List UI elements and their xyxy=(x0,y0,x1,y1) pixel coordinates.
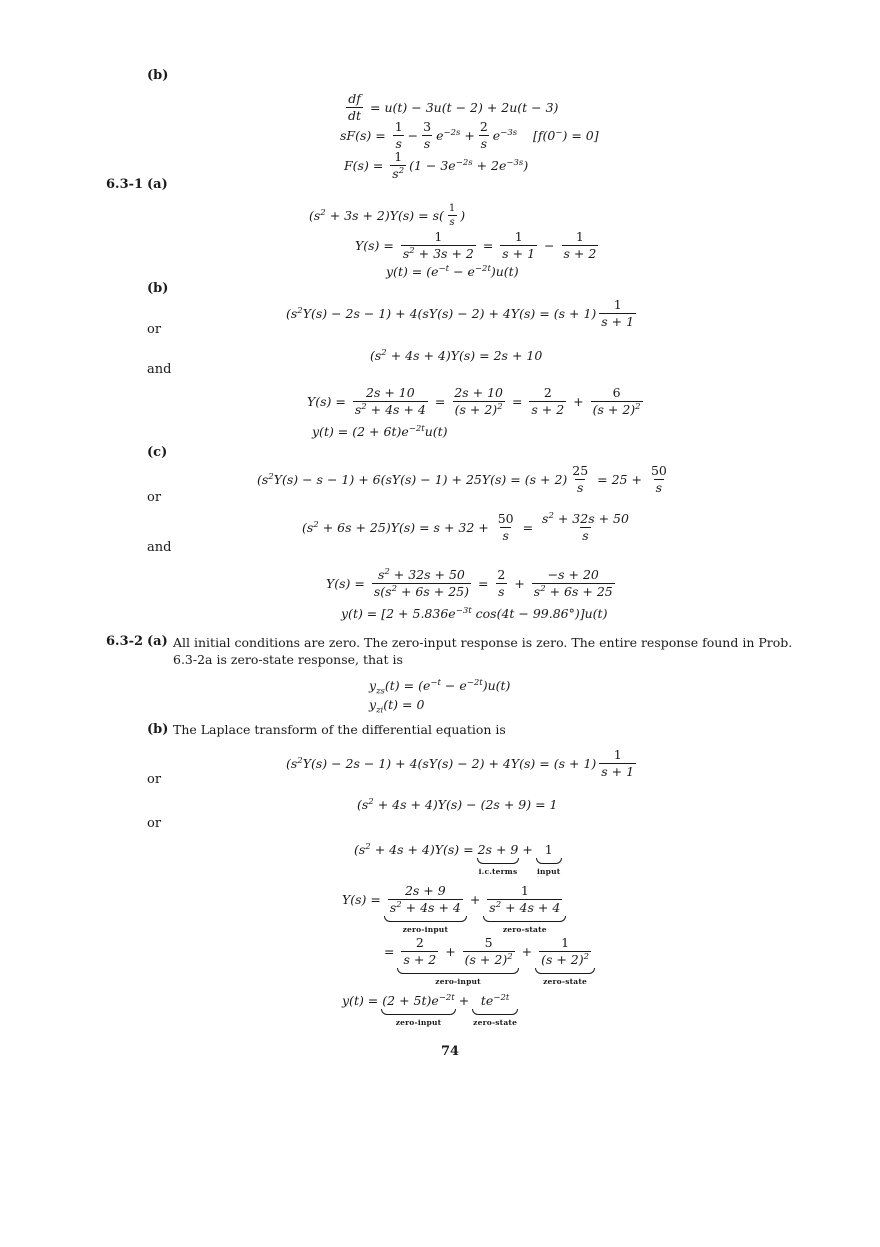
part-label-b2: (b) xyxy=(147,281,169,296)
equation-632b-1: $(s^2Y(s) - 2s - 1) + 4(sY(s) - 2) + 4Y(s) = (s + 1)$ 1 s + 1 xyxy=(286,747,635,779)
brace-ic-terms: 2s + 9 i.c.terms xyxy=(477,842,519,876)
equation-632a-yzi: $y_{zi}(t) = 0$ xyxy=(369,697,425,716)
equation-sF: sF(s) = $\frac{1}{s}$ − $\frac{3}{s}$ $e^{-2s}$ + $\frac{2}{s}$ $e^{-3s}$ [f(0−) = 0] xyxy=(340,119,599,151)
brace-input: 1 input xyxy=(536,842,561,876)
paragraph-632a xyxy=(173,634,793,668)
equation-631c-1: $(s^2Y(s) - s - 1) + 6(sY(s) - 1) + 25Y(s) = (s + 2)$ $\frac{25}{s}$ = 25 + $\frac{50}{s}$ xyxy=(257,463,667,495)
zero-state-label-1: zero-state xyxy=(502,924,547,934)
zero-input-label-2: zero-input xyxy=(435,976,481,986)
equation-632b-y: y(t) = $(2 + 5t)e^{-2t}$ zero-input + $te^{-2t}$ zero-state xyxy=(342,993,518,1028)
connector-or-2: or xyxy=(147,490,162,505)
equation-631c-2: $(s^2 + 6s + 25)Y(s) = s + 32$ + $\frac{50}{s}$ = $\frac{s^2 + 32s + 50}{s}$ xyxy=(302,511,629,543)
equation-631a-1: $(s^2 + 3s + 2)Y(s) = s$( 1 s ) xyxy=(309,203,466,228)
ic-terms-label: i.c.terms xyxy=(478,867,518,876)
connector-or-3: or xyxy=(147,772,162,787)
equation-632b-3: $(s^2 + 4s + 4)Y(s)$ = 2s + 9 i.c.terms + 1 input xyxy=(354,842,561,876)
part-label-a2: (a) xyxy=(147,634,168,649)
connector-or-4: or xyxy=(147,816,162,831)
connector-and-2: and xyxy=(147,540,172,555)
paragraph-632b: The Laplace transform of the differential equation is xyxy=(173,722,506,737)
problem-6-3-2-number: 6.3-2 xyxy=(106,634,144,649)
equation-631b-Y: Y(s) = $\frac{2s + 10}{s^2 + 4s + 4}$ = $\frac{2s + 10}{(s + 2)^2}$ = $\frac{2}{s + 2}$ + $\frac{6}{(s + 2)^2}$ xyxy=(307,385,641,417)
zero-input-label-3: zero-input xyxy=(395,1018,442,1028)
equation-631b-2: $(s^2 + 4s + 4)Y(s) = 2s + 10$ xyxy=(370,348,543,364)
equation-631b-y: $y(t) = (2 + 6t)e^{-2t}u(t)$ xyxy=(312,424,448,440)
input-label: input xyxy=(536,867,561,876)
paragraph-632a-text: All initial conditions are zero. The zero-input response is zero. The entire response found in Prob. 6.3-2a is zero-state response, that is xyxy=(173,635,793,667)
equation-631c-Y: Y(s) = $\frac{s^2 + 32s + 50}{s(s^2 + 6s + 25)}$ = $\frac{2}{s}$ + $\frac{-s + 20}{s^2 + 6s + 25}$ xyxy=(326,567,613,600)
brace-zero-input-2: 2 s + 2 + $\frac{5}{(s + 2)^2}$ zero-input xyxy=(398,936,517,986)
brace-zero-state-1: 1 $s^2 + 4s + 4$ zero-state xyxy=(484,884,565,934)
brace-zero-input-3: $(2 + 5t)e^{-2t}$ zero-input xyxy=(382,993,455,1028)
equation-631a-y: $y(t) = (e^{-t} - e^{-2t})u(t)$ xyxy=(386,264,519,280)
problem-6-3-1-number: 6.3-1 xyxy=(106,177,144,192)
equation-F: F(s) = $\frac{1}{s^2}$ $(1 - 3e^{-2s} + 2e^{-3s})$ xyxy=(344,149,529,181)
brace-zero-state-2: 1 $(s + 2)^2$ zero-state xyxy=(536,936,594,986)
equation-631b-1: $(s^2Y(s) - 2s - 1) + 4(sY(s) - 2) + 4Y(s) = (s + 1)$ 1 s + 1 xyxy=(286,297,635,329)
connector-and-1: and xyxy=(147,362,172,377)
equation-632b-2: $(s^2 + 4s + 4)Y(s) - (2s + 9) = 1$ xyxy=(357,797,558,813)
equation-631c-y: $y(t) = [2 + 5.836e^{-3t}$ cos(4t − 99.86°)]u(t) xyxy=(341,606,608,622)
zero-input-label-1: zero-input xyxy=(402,924,449,934)
equation-632b-Y: Y(s) = 2s + 9 $s^2 + 4s + 4$ zero-input + 1 $s^2 + 4s + 4$ zero-state xyxy=(342,884,565,934)
part-label-a: (a) xyxy=(147,177,168,192)
connector-or-1: or xyxy=(147,322,162,337)
part-label-c: (c) xyxy=(147,445,168,460)
equation-df-dt: $\frac{df}{dt}$ = u(t) − 3u(t − 2) + 2u(t − 3) xyxy=(348,91,559,123)
part-label-b: (b) xyxy=(147,68,169,83)
zero-state-label-3: zero-state xyxy=(473,1018,518,1028)
equation-631a-Y: Y(s) = $\frac{1}{s^2 + 3s + 2}$ = $\frac{1}{s + 1}$ − $\frac{1}{s + 2}$ xyxy=(355,229,597,261)
brace-zero-state-3: $te^{-2t}$ zero-state xyxy=(473,993,518,1028)
equation-632b-Y2: = 2 s + 2 + $\frac{5}{(s + 2)^2}$ zero-input + 1 $(s + 2)^2$ zero-state xyxy=(384,936,594,986)
zero-state-label-2: zero-state xyxy=(543,976,587,986)
part-label-b3: (b) xyxy=(147,722,169,737)
brace-zero-input-1: 2s + 9 $s^2 + 4s + 4$ zero-input xyxy=(385,884,466,934)
page-number: 74 xyxy=(441,1044,460,1059)
equation-632a-yzs: $y_{zs}(t) = (e^{-t} - e^{-2t})u(t)$ xyxy=(369,678,511,697)
